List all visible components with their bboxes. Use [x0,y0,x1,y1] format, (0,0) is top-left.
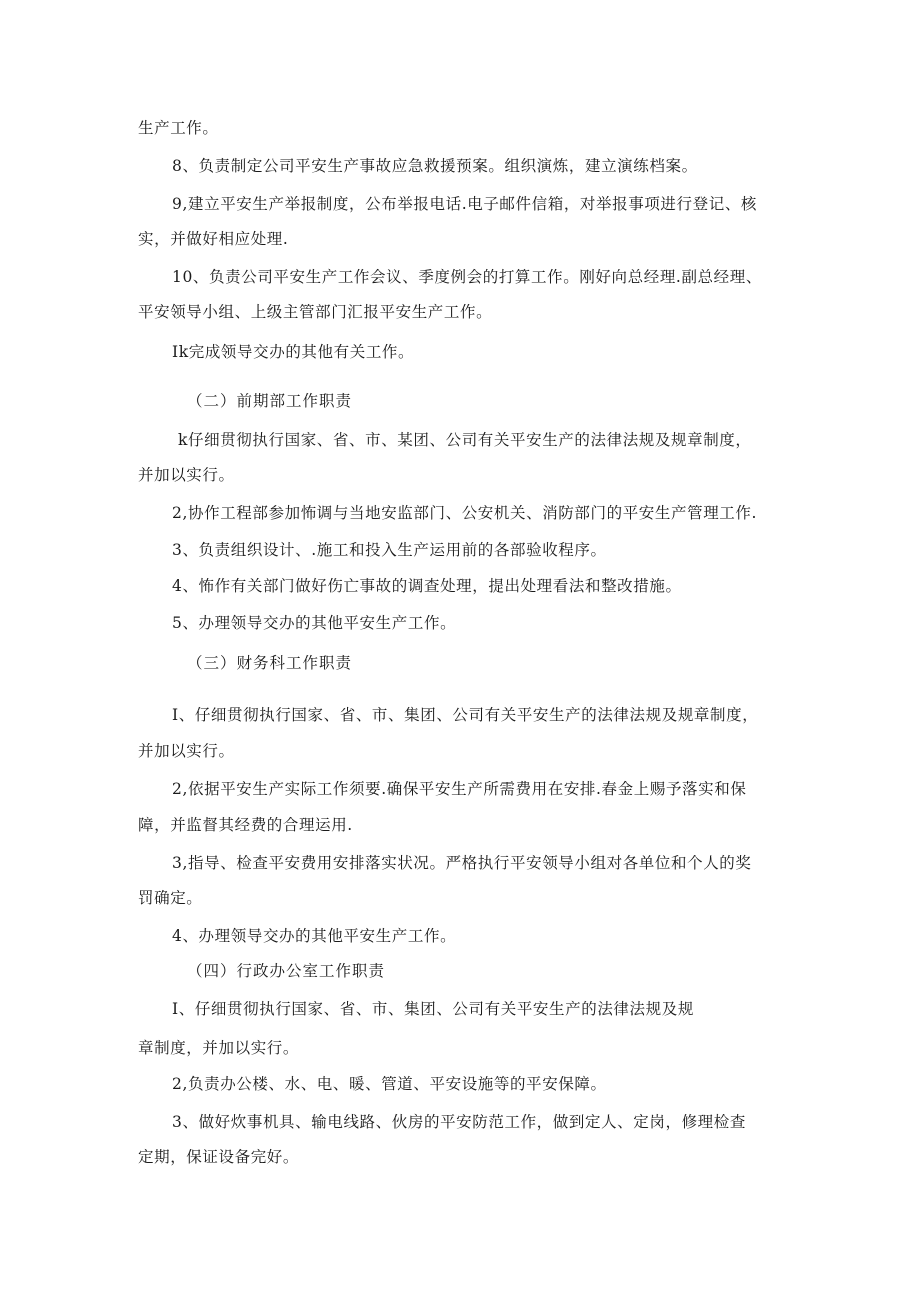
list-item-9: 9,建立平安生产举报制度，公布举报电话.电子邮件信箱，对举报事项进行登记、核 [172,195,758,213]
paragraph-line: 生产工作。 [138,119,219,137]
paragraph-line: 障，并监督其经费的合理运用. [138,816,353,834]
section-heading-2: （二）前期部工作职责 [187,392,353,410]
list-item-1: k仔细贯彻执行国家、省、市、某团、公司有关平安生产的法律法规及规章制度， [178,431,752,449]
list-item-10: 10、负责公司平安生产工作会议、季度例会的打算工作。刚好向总经理.副总经理、 [172,268,762,286]
list-item-3: 3、做好炊事机具、输电线路、伙房的平安防范工作，做到定人、定岗，修理检查 [172,1113,746,1131]
list-item-8: 8、负责制定公司平安生产事故应急救援预案。组织演炼，建立演练档案。 [172,157,698,175]
paragraph-line: 罚确定。 [138,889,203,907]
section-heading-4: （四）行政办公室工作职责 [187,962,386,980]
list-item-4: 4、怖作有关部门做好伤亡事故的调查处理，提出处理看法和整改措施。 [172,577,682,595]
list-item-4: 4、办理领导交办的其他平安生产工作。 [172,927,457,945]
paragraph-line: 实，并做好相应处理. [138,230,289,248]
list-item-11: Ik完成领导交办的其他有关工作。 [172,343,415,361]
section-heading-3: （三）财务科工作职责 [187,654,353,672]
list-item-3: 3、负责组织设计、.施工和投入生产运用前的各部验收程序。 [172,541,607,559]
paragraph-line: 并加以实行。 [138,742,235,760]
list-item-3: 3,指导、检查平安费用安排落实状况。严格执行平安领导小组对各单位和个人的奖 [172,854,752,872]
list-item-2: 2,负责办公楼、水、电、暖、管道、平安设施等的平安保障。 [172,1075,607,1093]
list-item-1: I、仔细贯彻执行国家、省、市、集团、公司有关平安生产的法律法规及规 [172,1000,694,1018]
list-item-1: I、仔细贯彻执行国家、省、市、集团、公司有关平安生产的法律法规及规章制度， [172,706,759,724]
list-item-5: 5、办理领导交办的其他平安生产工作。 [172,614,457,632]
paragraph-line: 章制度，并加以实行。 [138,1039,300,1057]
paragraph-line: 定期，保证设备完好。 [138,1148,300,1166]
paragraph-line: 并加以实行。 [138,466,235,484]
list-item-2: 2,依据平安生产实际工作须要.确保平安生产所需费用在安排.春金上赐予落实和保 [172,780,747,798]
list-item-2: 2,协作工程部参加怖调与当地安监部门、公安机关、消防部门的平安生产管理工作. [172,504,758,522]
paragraph-line: 平安领导小组、上级主管部门汇报平安生产工作。 [138,303,493,321]
